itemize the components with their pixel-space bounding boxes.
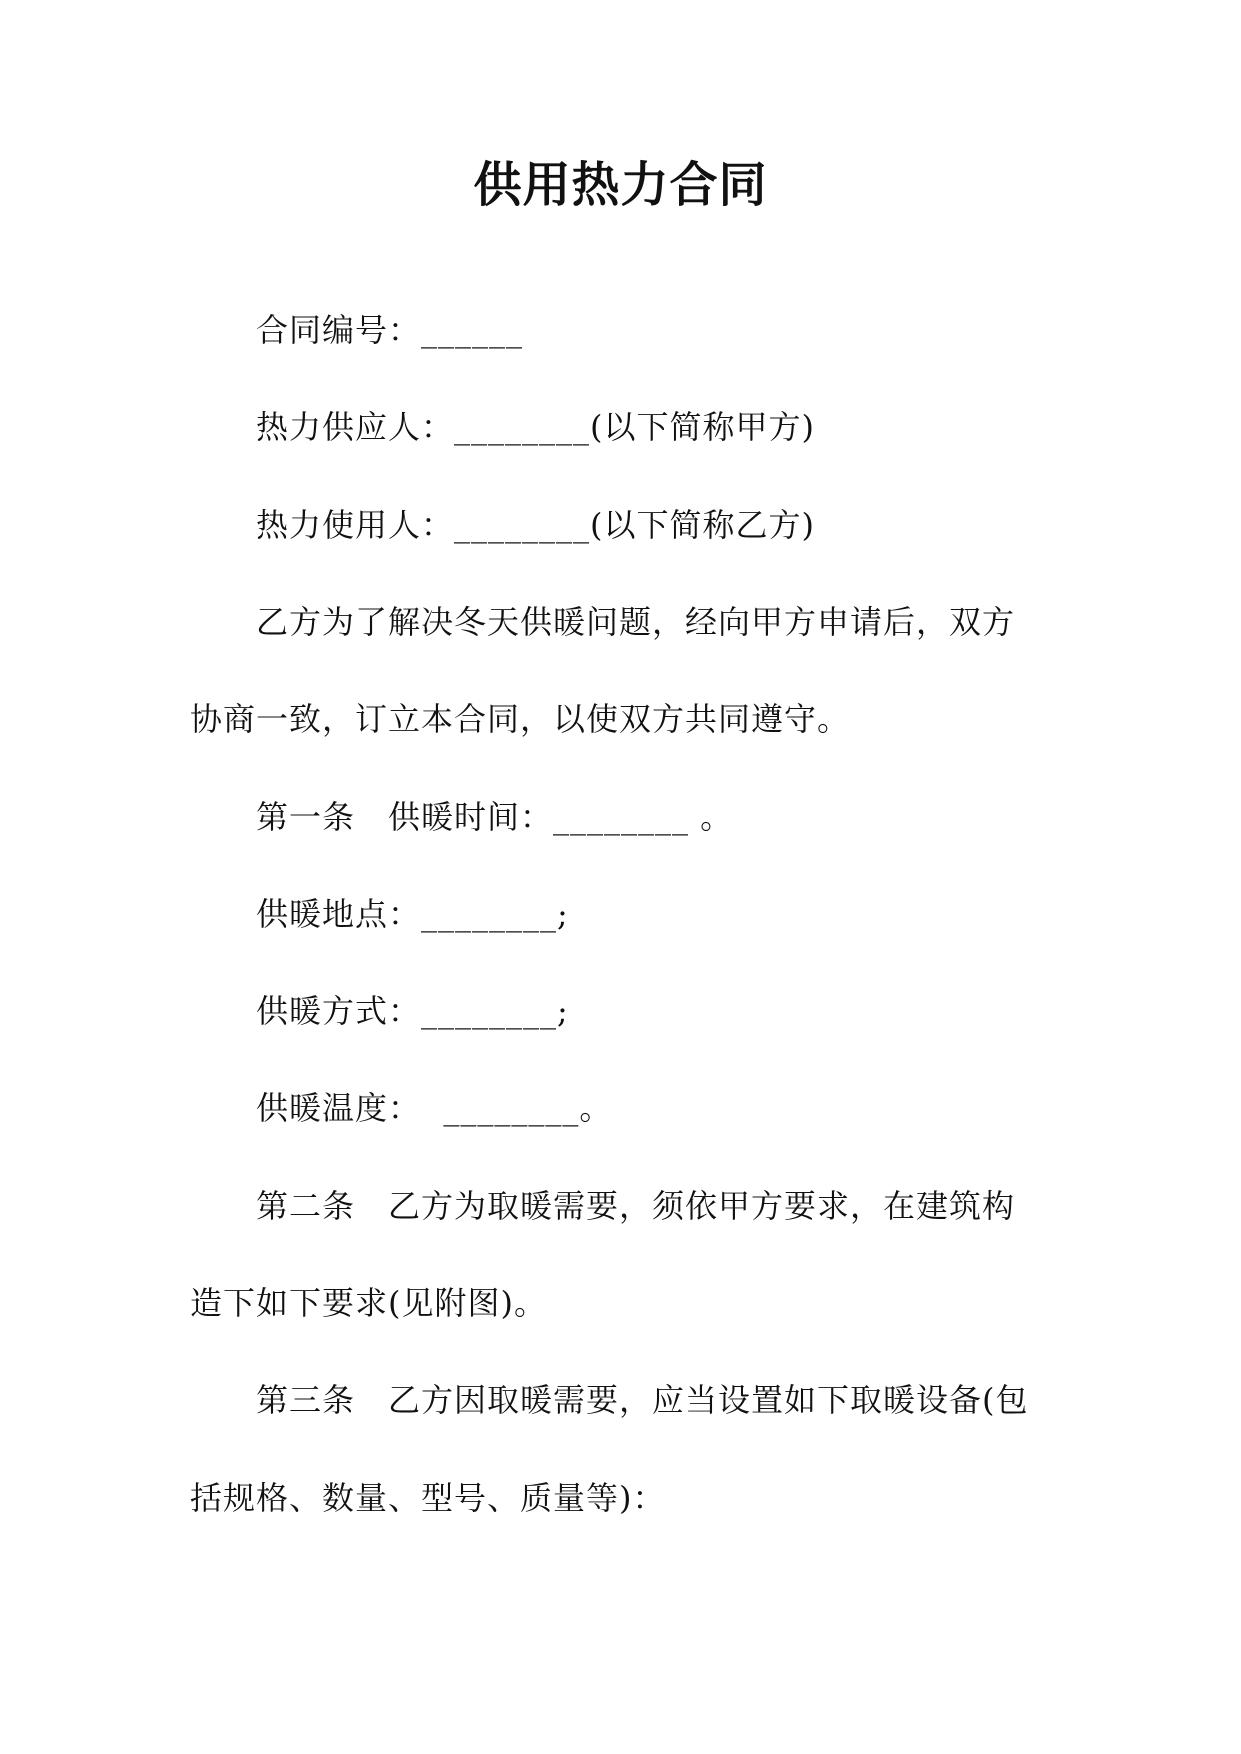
article-3-line-2: 括规格、数量、型号、质量等)： <box>190 1479 666 1517</box>
article-3-line-1: 第三条 乙方因取暖需要，应当设置如下取暖设备(包 <box>256 1381 1029 1419</box>
article-2-line-2: 造下如下要求(见附图)。 <box>190 1284 547 1322</box>
heat-supplier-line: 热力供应人：________(以下简称甲方) <box>256 408 815 446</box>
contract-number-line: 合同编号：______ <box>256 311 524 349</box>
document-title: 供用热力合同 <box>473 157 768 213</box>
heating-temperature-line: 供暖温度： ________。 <box>256 1089 613 1127</box>
article-2-line-1: 第二条 乙方为取暖需要，须依甲方要求，在建筑构 <box>256 1187 1016 1225</box>
heat-user-line: 热力使用人：________(以下简称乙方) <box>256 506 815 544</box>
preamble-line-2: 协商一致，订立本合同，以使双方共同遵守。 <box>190 700 851 738</box>
heating-method-line: 供暖方式：________; <box>256 992 569 1030</box>
preamble-line-1: 乙方为了解决冬天供暖问题，经向甲方申请后，双方 <box>256 603 1016 641</box>
heating-location-line: 供暖地点：________; <box>256 895 569 933</box>
article-1-heating-time: 第一条 供暖时间：________ 。 <box>256 798 734 836</box>
